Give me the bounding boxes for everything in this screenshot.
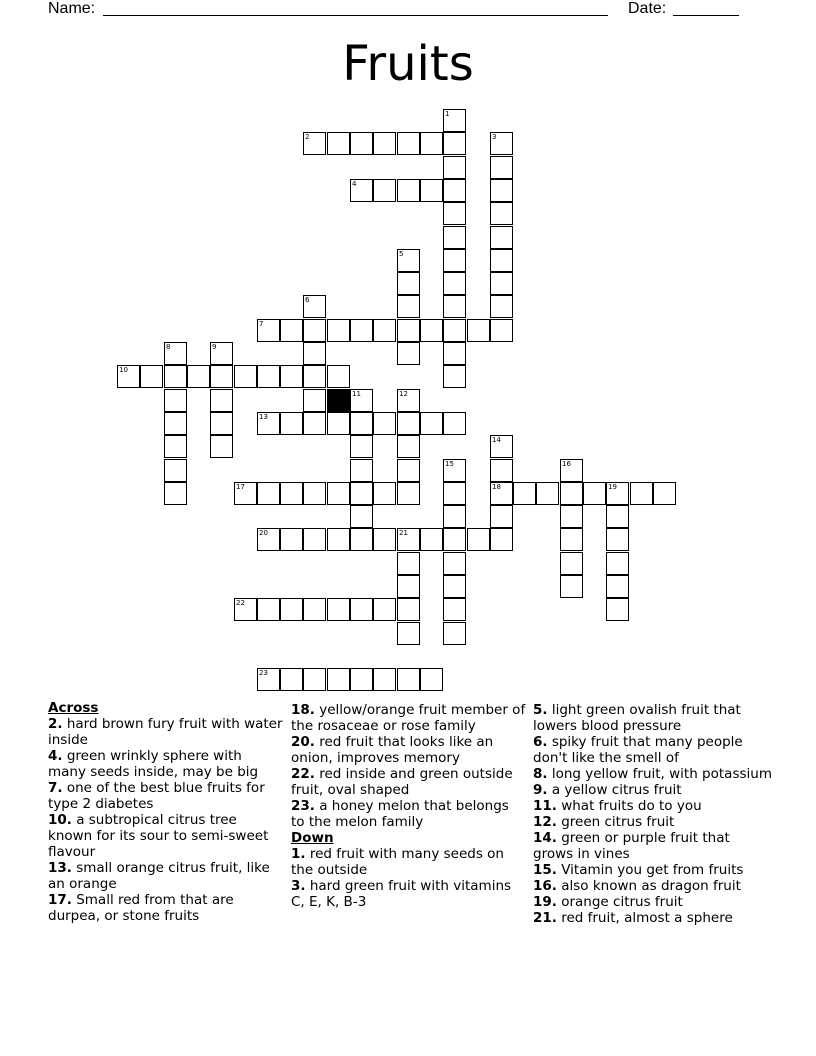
grid-cell[interactable] xyxy=(303,528,326,551)
clue-item xyxy=(533,878,773,894)
clue-number: 19. xyxy=(533,894,557,910)
clue-number: 23 xyxy=(259,669,268,677)
grid-cell[interactable] xyxy=(257,598,280,621)
grid-cell[interactable] xyxy=(210,389,233,412)
grid-cell[interactable] xyxy=(327,412,350,435)
grid-cell[interactable] xyxy=(350,668,373,691)
clue-text: long yellow fruit, with potassium xyxy=(547,766,772,782)
grid-cell[interactable] xyxy=(327,365,350,388)
grid-cell[interactable] xyxy=(397,389,420,412)
clue-number: 19 xyxy=(608,483,617,491)
grid-cell[interactable] xyxy=(560,459,583,482)
grid-cell[interactable] xyxy=(117,365,140,388)
clue-item xyxy=(533,910,773,926)
clue-item xyxy=(533,798,773,814)
grid-cell[interactable] xyxy=(350,598,373,621)
grid-cell[interactable] xyxy=(280,365,303,388)
clue-item xyxy=(533,830,773,862)
grid-cell[interactable] xyxy=(350,389,373,412)
clue-item xyxy=(533,814,773,830)
grid-cell[interactable] xyxy=(443,459,466,482)
date-field-line[interactable] xyxy=(673,15,739,16)
grid-cell[interactable] xyxy=(630,482,653,505)
grid-cell[interactable] xyxy=(606,482,629,505)
clue-number: 17 xyxy=(236,483,245,491)
grid-cell[interactable] xyxy=(373,528,396,551)
clue-text: green or purple fruit that grows in vines xyxy=(533,830,730,862)
clue-item xyxy=(533,734,773,766)
grid-cell[interactable] xyxy=(280,319,303,342)
clue-item xyxy=(533,766,773,782)
clue-number: 16 xyxy=(562,460,571,468)
grid-cell[interactable] xyxy=(443,226,466,249)
crossword-grid xyxy=(117,109,677,693)
grid-cell[interactable] xyxy=(397,668,420,691)
clue-number: 12 xyxy=(399,390,408,398)
grid-cell[interactable] xyxy=(350,459,373,482)
grid-cell[interactable] xyxy=(397,598,420,621)
clue-number: 14. xyxy=(533,830,557,846)
grid-cell[interactable] xyxy=(443,202,466,225)
grid-cell[interactable] xyxy=(490,459,513,482)
grid-cell[interactable] xyxy=(327,132,350,155)
grid-cell[interactable] xyxy=(280,668,303,691)
clue-number: 10 xyxy=(119,366,128,374)
clue-number: 3 xyxy=(492,133,497,141)
clue-number: 6. xyxy=(533,734,548,750)
grid-cell[interactable] xyxy=(420,412,443,435)
grid-cell[interactable] xyxy=(187,365,210,388)
clue-item xyxy=(291,846,526,878)
clue-text: green citrus fruit xyxy=(556,814,675,830)
clue-text: hard green fruit with vitamins C, E, K, B-3 xyxy=(291,878,512,910)
clue-number: 17. xyxy=(48,892,72,908)
clue-item xyxy=(533,702,773,734)
clue-number: 1. xyxy=(291,846,306,862)
clue-number: 13. xyxy=(48,860,72,876)
clue-number: 4. xyxy=(48,748,63,764)
clue-number: 1 xyxy=(445,110,450,118)
grid-cell[interactable] xyxy=(560,575,583,598)
grid-cell[interactable] xyxy=(234,598,257,621)
clue-text: light green ovalish fruit that lowers blood pressure xyxy=(533,702,741,734)
grid-cell[interactable] xyxy=(350,505,373,528)
grid-cell[interactable] xyxy=(303,365,326,388)
grid-cell[interactable] xyxy=(164,482,187,505)
grid-cell[interactable] xyxy=(606,528,629,551)
grid-cell[interactable] xyxy=(560,482,583,505)
clue-number: 16. xyxy=(533,878,557,894)
grid-cell[interactable] xyxy=(443,179,466,202)
grid-cell[interactable] xyxy=(303,598,326,621)
grid-cell[interactable] xyxy=(280,482,303,505)
grid-cell[interactable] xyxy=(373,482,396,505)
clue-number: 2 xyxy=(305,133,310,141)
grid-cell[interactable] xyxy=(490,482,513,505)
grid-cell[interactable] xyxy=(350,482,373,505)
clue-item xyxy=(533,782,773,798)
clue-number: 4 xyxy=(352,180,357,188)
grid-cell[interactable] xyxy=(443,272,466,295)
grid-cell[interactable] xyxy=(373,132,396,155)
name-field-line[interactable] xyxy=(103,15,608,16)
grid-cell[interactable] xyxy=(350,319,373,342)
clue-number: 15. xyxy=(533,862,557,878)
clue-number: 5. xyxy=(533,702,548,718)
grid-cell[interactable] xyxy=(443,295,466,318)
grid-cell[interactable] xyxy=(490,249,513,272)
grid-cell[interactable] xyxy=(397,482,420,505)
grid-cell[interactable] xyxy=(164,389,187,412)
clue-number: 22. xyxy=(291,766,315,782)
grid-cell[interactable] xyxy=(373,668,396,691)
grid-cell[interactable] xyxy=(234,482,257,505)
grid-cell[interactable] xyxy=(303,412,326,435)
grid-cell[interactable] xyxy=(443,575,466,598)
clue-text: green wrinkly sphere with many seeds inside, may be big xyxy=(48,748,259,780)
grid-cell[interactable] xyxy=(257,668,280,691)
clue-number: 15 xyxy=(445,460,454,468)
grid-cell[interactable] xyxy=(397,412,420,435)
grid-cell[interactable] xyxy=(490,272,513,295)
date-label: Date: xyxy=(628,0,667,17)
grid-cell[interactable] xyxy=(420,668,443,691)
clue-text: red inside and green outside fruit, oval shaped xyxy=(291,766,513,798)
clue-number: 7 xyxy=(259,320,264,328)
grid-cell[interactable] xyxy=(303,482,326,505)
clue-number: 22 xyxy=(236,599,245,607)
down-heading: Down xyxy=(291,830,334,846)
clue-text: Vitamin you get from fruits xyxy=(556,862,744,878)
name-label: Name: xyxy=(48,0,96,17)
grid-cell[interactable] xyxy=(327,482,350,505)
clue-text: one of the best blue fruits for type 2 diabetes xyxy=(48,780,265,812)
clue-item xyxy=(48,860,283,892)
clues-column-2 xyxy=(291,702,526,910)
grid-cell[interactable] xyxy=(397,272,420,295)
black-square xyxy=(327,389,350,412)
clue-item xyxy=(291,878,526,910)
grid-cell[interactable] xyxy=(443,552,466,575)
clue-item xyxy=(533,894,773,910)
grid-cell[interactable] xyxy=(490,202,513,225)
clue-number: 6 xyxy=(305,296,310,304)
grid-cell[interactable] xyxy=(140,365,163,388)
grid-cell[interactable] xyxy=(373,598,396,621)
grid-cell[interactable] xyxy=(280,598,303,621)
clue-text: small orange citrus fruit, like an orange xyxy=(48,860,270,892)
clue-text: what fruits do to you xyxy=(556,798,702,814)
clue-number: 21. xyxy=(533,910,557,926)
grid-cell[interactable] xyxy=(443,109,466,132)
grid-cell[interactable] xyxy=(397,342,420,365)
clue-text: yellow/orange fruit member of the rosaceae or rose family xyxy=(291,702,526,734)
clue-number: 21 xyxy=(399,529,408,537)
clue-number: 23. xyxy=(291,798,315,814)
clue-item xyxy=(48,748,283,780)
clue-text: spiky fruit that many people don't like the smell of xyxy=(533,734,743,766)
grid-cell[interactable] xyxy=(397,132,420,155)
grid-cell[interactable] xyxy=(257,412,280,435)
grid-cell[interactable] xyxy=(420,179,443,202)
grid-cell[interactable] xyxy=(606,575,629,598)
grid-cell[interactable] xyxy=(560,528,583,551)
clue-number: 2. xyxy=(48,716,63,732)
clue-number: 11. xyxy=(533,798,557,814)
grid-cell[interactable] xyxy=(513,482,536,505)
grid-cell[interactable] xyxy=(327,668,350,691)
clue-text: a honey melon that belongs to the melon family xyxy=(291,798,509,830)
grid-cell[interactable] xyxy=(397,319,420,342)
puzzle-title: Fruits xyxy=(342,36,474,92)
grid-cell[interactable] xyxy=(397,459,420,482)
grid-cell[interactable] xyxy=(490,226,513,249)
clue-number: 5 xyxy=(399,250,404,258)
grid-cell[interactable] xyxy=(443,528,466,551)
grid-cell[interactable] xyxy=(350,132,373,155)
grid-cell[interactable] xyxy=(420,132,443,155)
grid-cell[interactable] xyxy=(397,575,420,598)
clue-text: hard brown fury fruit with water inside xyxy=(48,716,283,748)
grid-cell[interactable] xyxy=(210,435,233,458)
clues-column-3 xyxy=(533,702,773,926)
clue-number: 10. xyxy=(48,812,72,828)
worksheet-header xyxy=(48,0,748,20)
grid-cell[interactable] xyxy=(257,365,280,388)
grid-cell[interactable] xyxy=(257,528,280,551)
grid-cell[interactable] xyxy=(490,179,513,202)
grid-cell[interactable] xyxy=(327,598,350,621)
grid-cell[interactable] xyxy=(420,319,443,342)
clue-item xyxy=(291,798,526,830)
grid-cell[interactable] xyxy=(397,435,420,458)
clue-number: 7. xyxy=(48,780,63,796)
grid-cell[interactable] xyxy=(443,342,466,365)
grid-cell[interactable] xyxy=(350,528,373,551)
grid-cell[interactable] xyxy=(490,132,513,155)
grid-cell[interactable] xyxy=(210,342,233,365)
grid-cell[interactable] xyxy=(164,342,187,365)
clue-number: 20 xyxy=(259,529,268,537)
grid-cell[interactable] xyxy=(606,552,629,575)
grid-cell[interactable] xyxy=(420,528,443,551)
grid-cell[interactable] xyxy=(653,482,676,505)
clue-number: 8. xyxy=(533,766,548,782)
clue-number: 14 xyxy=(492,436,501,444)
grid-cell[interactable] xyxy=(397,622,420,645)
grid-cell[interactable] xyxy=(443,365,466,388)
clue-item xyxy=(48,780,283,812)
grid-cell[interactable] xyxy=(560,505,583,528)
clue-item xyxy=(291,766,526,798)
grid-cell[interactable] xyxy=(164,435,187,458)
grid-cell[interactable] xyxy=(280,412,303,435)
grid-cell[interactable] xyxy=(467,319,490,342)
grid-cell[interactable] xyxy=(303,319,326,342)
across-heading: Across xyxy=(48,700,99,716)
grid-cell[interactable] xyxy=(303,132,326,155)
grid-cell[interactable] xyxy=(327,319,350,342)
grid-cell[interactable] xyxy=(164,459,187,482)
grid-cell[interactable] xyxy=(443,249,466,272)
grid-cell[interactable] xyxy=(164,412,187,435)
grid-cell[interactable] xyxy=(280,528,303,551)
grid-cell[interactable] xyxy=(443,132,466,155)
clue-text: red fruit that looks like an onion, improves memory xyxy=(291,734,494,766)
grid-cell[interactable] xyxy=(397,179,420,202)
grid-cell[interactable] xyxy=(490,505,513,528)
grid-cell[interactable] xyxy=(490,295,513,318)
grid-cell[interactable] xyxy=(373,412,396,435)
grid-cell[interactable] xyxy=(583,482,606,505)
grid-cell[interactable] xyxy=(257,482,280,505)
grid-cell[interactable] xyxy=(443,319,466,342)
grid-cell[interactable] xyxy=(560,552,583,575)
grid-cell[interactable] xyxy=(606,598,629,621)
clue-number: 9 xyxy=(212,343,217,351)
clue-text: Small red from that are durpea, or stone fruits xyxy=(48,892,234,924)
grid-cell[interactable] xyxy=(443,598,466,621)
clue-number: 8 xyxy=(166,343,171,351)
grid-cell[interactable] xyxy=(210,412,233,435)
grid-cell[interactable] xyxy=(606,505,629,528)
clue-number: 13 xyxy=(259,413,268,421)
clue-number: 11 xyxy=(352,390,361,398)
grid-cell[interactable] xyxy=(373,319,396,342)
grid-cell[interactable] xyxy=(210,365,233,388)
grid-cell[interactable] xyxy=(164,365,187,388)
grid-cell[interactable] xyxy=(443,482,466,505)
clue-number: 18. xyxy=(291,702,315,718)
clue-text: a yellow citrus fruit xyxy=(547,782,682,798)
grid-cell[interactable] xyxy=(303,295,326,318)
clue-item xyxy=(291,702,526,734)
clue-text: red fruit, almost a sphere xyxy=(556,910,733,926)
grid-cell[interactable] xyxy=(443,505,466,528)
grid-cell[interactable] xyxy=(350,179,373,202)
clue-text: a subtropical citrus tree known for its sour to semi-sweet flavour xyxy=(48,812,269,860)
grid-cell[interactable] xyxy=(443,412,466,435)
grid-cell[interactable] xyxy=(397,295,420,318)
clue-item xyxy=(48,812,283,860)
clue-number: 12. xyxy=(533,814,557,830)
clue-text: red fruit with many seeds on the outside xyxy=(291,846,504,878)
grid-cell[interactable] xyxy=(373,179,396,202)
grid-cell[interactable] xyxy=(397,552,420,575)
clue-text: also known as dragon fruit xyxy=(556,878,741,894)
clues-column-1 xyxy=(48,700,283,924)
grid-cell[interactable] xyxy=(490,319,513,342)
grid-cell[interactable] xyxy=(327,528,350,551)
grid-cell[interactable] xyxy=(490,156,513,179)
grid-cell[interactable] xyxy=(490,435,513,458)
grid-cell[interactable] xyxy=(303,389,326,412)
clue-item xyxy=(533,862,773,878)
grid-cell[interactable] xyxy=(234,365,257,388)
clue-item xyxy=(48,892,283,924)
grid-cell[interactable] xyxy=(536,482,559,505)
grid-cell[interactable] xyxy=(397,249,420,272)
clue-number: 20. xyxy=(291,734,315,750)
clue-number: 18 xyxy=(492,483,501,491)
grid-cell[interactable] xyxy=(397,528,420,551)
grid-cell[interactable] xyxy=(350,412,373,435)
grid-cell[interactable] xyxy=(443,622,466,645)
clue-item xyxy=(291,734,526,766)
clue-item xyxy=(48,716,283,748)
clue-number: 9. xyxy=(533,782,548,798)
grid-cell[interactable] xyxy=(443,156,466,179)
grid-cell[interactable] xyxy=(467,528,490,551)
grid-cell[interactable] xyxy=(257,319,280,342)
grid-cell[interactable] xyxy=(303,668,326,691)
grid-cell[interactable] xyxy=(490,528,513,551)
clue-number: 3. xyxy=(291,878,306,894)
grid-cell[interactable] xyxy=(350,435,373,458)
grid-cell[interactable] xyxy=(303,342,326,365)
clue-text: orange citrus fruit xyxy=(556,894,683,910)
